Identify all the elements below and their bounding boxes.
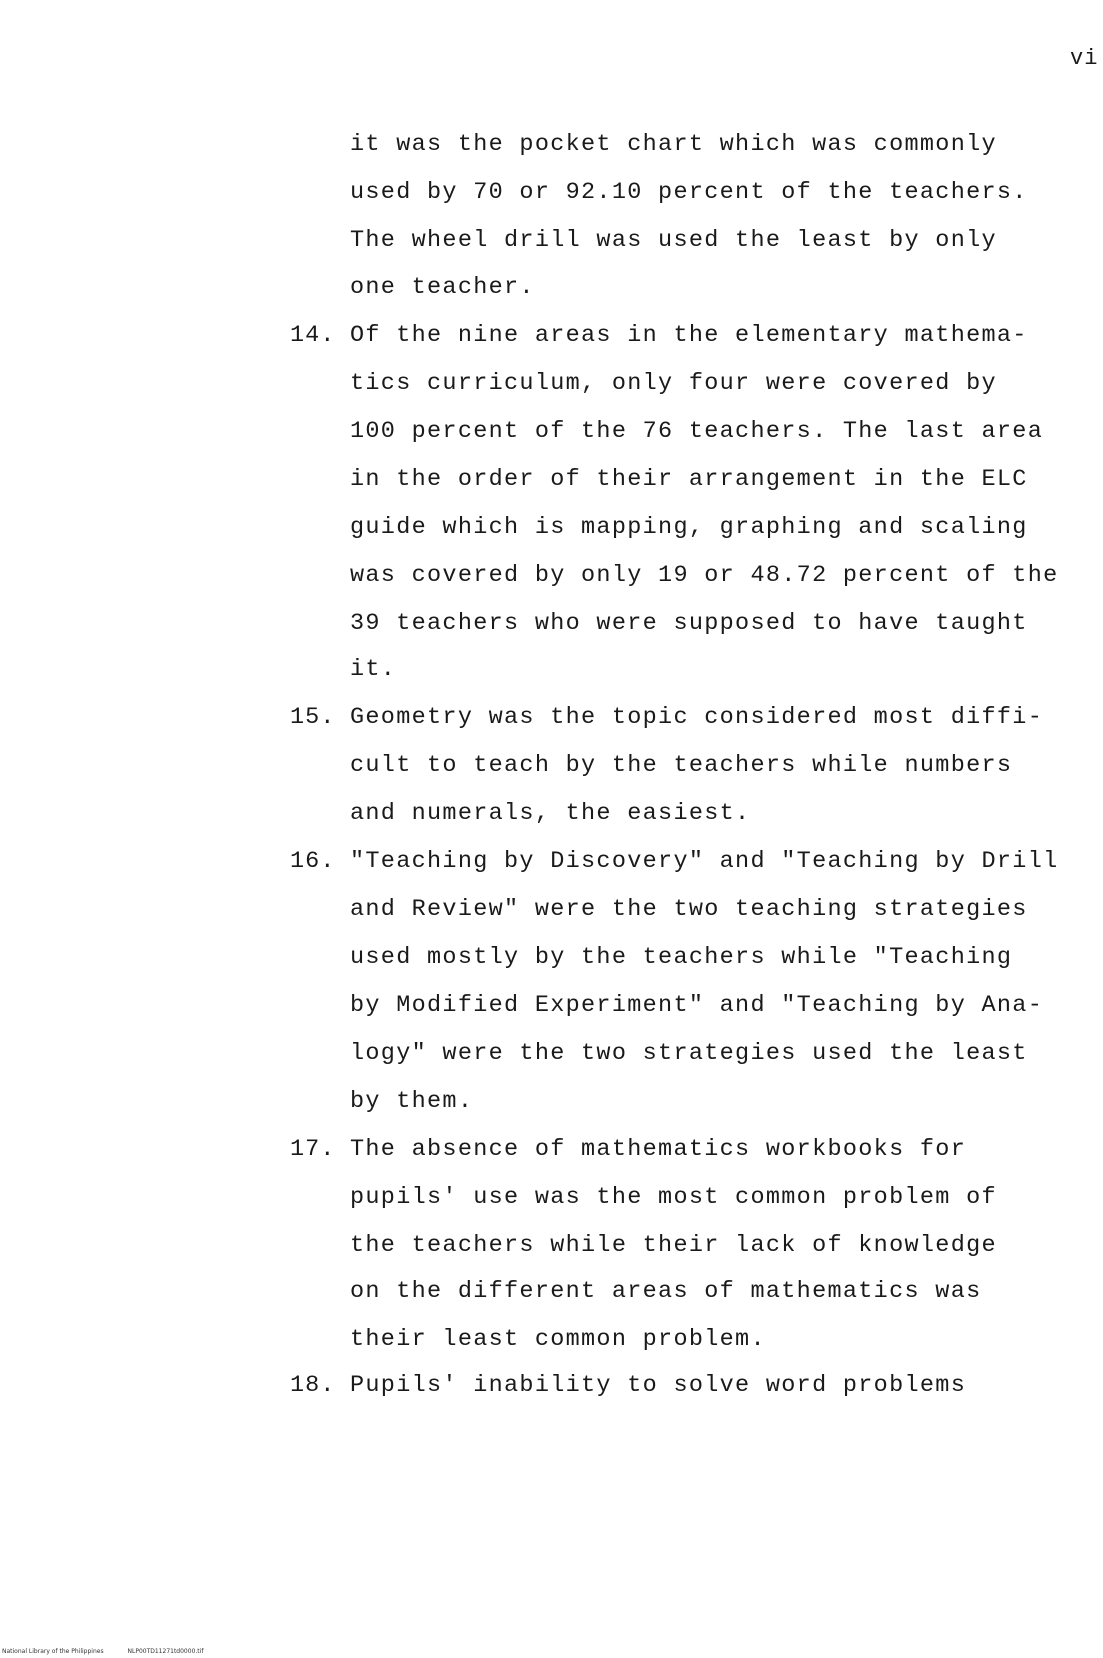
- item-number: 18.: [290, 1372, 336, 1399]
- text-line: the teachers while their lack of knowledge: [350, 1232, 997, 1259]
- page-number: vi: [1070, 46, 1099, 71]
- text-line: 39 teachers who were supposed to have taught: [350, 610, 1028, 637]
- item-number: 17.: [290, 1136, 336, 1163]
- text-line: Of the nine areas in the elementary mathema-: [350, 322, 1028, 349]
- text-line: and numerals, the easiest.: [350, 800, 751, 827]
- item-number: 15.: [290, 704, 336, 731]
- item-number: 16.: [290, 848, 336, 875]
- text-line: 100 percent of the 76 teachers. The last area: [350, 418, 1044, 445]
- text-line: and Review" were the two teaching strategies: [350, 896, 1028, 923]
- text-line: Pupils' inability to solve word problems: [350, 1372, 967, 1399]
- footer-file: NLP00TD11271td0000.tif: [127, 1648, 204, 1655]
- text-line: Geometry was the topic considered most diffi-: [350, 704, 1044, 731]
- item-number: 14.: [290, 322, 336, 349]
- text-line: The wheel drill was used the least by only: [350, 227, 997, 254]
- text-line: tics curriculum, only four were covered by: [350, 370, 997, 397]
- text-line: pupils' use was the most common problem of: [350, 1184, 997, 1211]
- text-line: cult to teach by the teachers while numbers: [350, 752, 1013, 779]
- text-line: one teacher.: [350, 274, 535, 301]
- footer-library: National Library of the Philippines: [2, 1648, 104, 1655]
- text-line: logy" were the two strategies used the least: [350, 1040, 1028, 1067]
- text-line: it.: [350, 656, 397, 683]
- text-line: in the order of their arrangement in the ELC: [350, 466, 1028, 493]
- text-line: was covered by only 19 or 48.72 percent of the: [350, 562, 1059, 589]
- text-line: it was the pocket chart which was commonly: [350, 131, 997, 158]
- text-line: their least common problem.: [350, 1326, 766, 1353]
- text-line: "Teaching by Discovery" and "Teaching by Drill: [350, 848, 1059, 875]
- scan-footer: [2, 1648, 225, 1655]
- text-line: by them.: [350, 1088, 474, 1115]
- text-line: guide which is mapping, graphing and scaling: [350, 514, 1028, 541]
- text-line: used by 70 or 92.10 percent of the teachers.: [350, 179, 1028, 206]
- text-line: used mostly by the teachers while "Teaching: [350, 944, 1013, 971]
- text-line: on the different areas of mathematics was: [350, 1278, 982, 1305]
- text-line: by Modified Experiment" and "Teaching by Ana-: [350, 992, 1044, 1019]
- text-line: The absence of mathematics workbooks for: [350, 1136, 967, 1163]
